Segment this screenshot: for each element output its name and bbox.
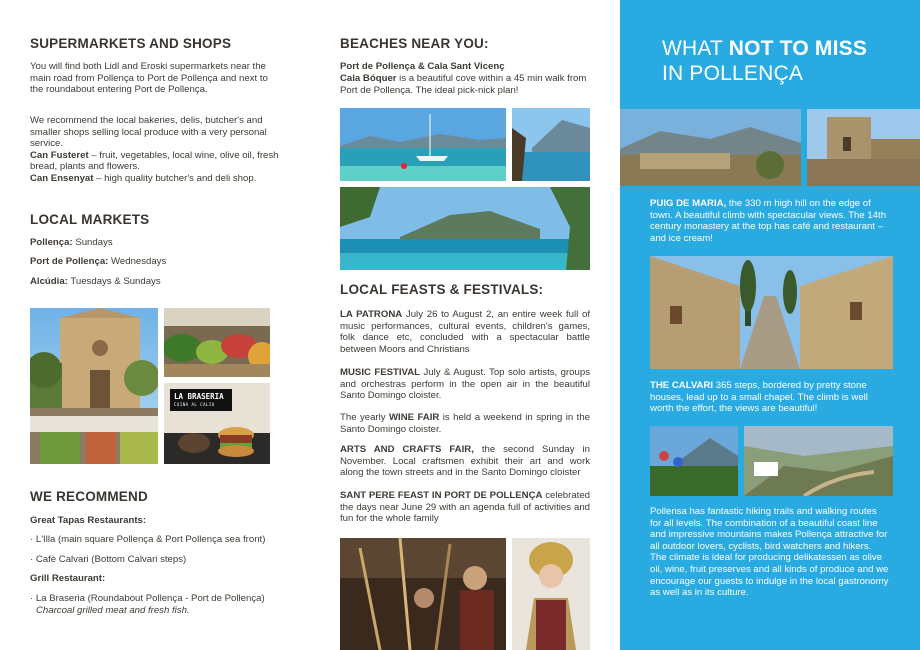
feast-la-patrona bbox=[340, 309, 590, 355]
grill-heading: Grill Restaurant: bbox=[30, 573, 106, 584]
place-name: THE CALVARI bbox=[650, 380, 714, 391]
beaches-heading: BEACHES NEAR YOU: bbox=[340, 36, 489, 51]
market-item bbox=[30, 237, 280, 249]
puig-de-maria-text bbox=[650, 198, 890, 244]
feast-prefix: The yearly bbox=[340, 412, 389, 423]
feast-sant-pere bbox=[340, 490, 590, 525]
beaches-text bbox=[340, 73, 590, 96]
we-recommend-heading: WE RECOMMEND bbox=[30, 489, 148, 504]
feast-description: July & August. Top solo artists, groups and orchestras perform in the open air in the beautiful Santo Domingo cloister. bbox=[340, 367, 590, 402]
market-town: Pollença: bbox=[30, 237, 73, 248]
market-item bbox=[30, 256, 280, 268]
feast-name: WINE FAIR bbox=[389, 412, 440, 423]
calvari-steps-photo bbox=[650, 256, 893, 369]
market-item bbox=[30, 276, 280, 288]
market-day: Wednesdays bbox=[108, 256, 167, 267]
feast-name: MUSIC FESTIVAL bbox=[340, 367, 421, 378]
beach-name: Cala Bóquer bbox=[340, 73, 397, 84]
title-prefix: WHAT bbox=[662, 37, 729, 60]
braseria-sign-subtitle: CUINA AL CALIU bbox=[174, 402, 215, 407]
title-line-2: IN POLLENÇA bbox=[662, 62, 804, 85]
puig-de-maria-view-photo bbox=[620, 109, 801, 186]
la-braseria-photo bbox=[164, 383, 270, 464]
market-day: Tuesdays & Sundays bbox=[67, 276, 161, 287]
not-to-miss-title bbox=[662, 36, 867, 86]
title-emphasis: NOT TO MISS bbox=[728, 37, 868, 60]
local-markets-heading: LOCAL MARKETS bbox=[30, 212, 150, 227]
braseria-sign-title: LA BRASERIA bbox=[174, 392, 224, 401]
feast-wine-fair bbox=[340, 412, 590, 435]
monastery-photo bbox=[807, 109, 920, 186]
feast-description: July 26 to August 2, an entire week full of music performances, cultural events, children's games, folk dance etc, concluded with a spectacular battle between Moors and Christians bbox=[340, 309, 590, 355]
feasts-heading: LOCAL FEASTS & FESTIVALS: bbox=[340, 282, 544, 297]
tapas-heading: Great Tapas Restaurants: bbox=[30, 515, 147, 526]
supermarkets-heading: SUPERMARKETS AND SHOPS bbox=[30, 36, 232, 51]
moors-christians-photo bbox=[340, 538, 506, 650]
hikers-photo bbox=[650, 426, 738, 496]
local-shops-intro: We recommend the local bakeries, delis, butcher's and smaller shops selling local produce with a very personal service. bbox=[30, 115, 267, 150]
supermarkets-text: You will find both Lidl and Eroski supermarkets near the main road from Pollença to Port de Pollença and next to the roundabout entering Port de Pollença. bbox=[30, 61, 268, 96]
place-description: 365 steps, bordered by pretty stone houses, lead up to a small chapel. The climb is well worth the effort, the views are beautiful! bbox=[650, 380, 868, 415]
feast-description: is held a weekend in spring in the Santo Domingo cloister. bbox=[340, 412, 590, 435]
restaurant-note: Charcoal grilled meat and fresh fish. bbox=[36, 605, 190, 616]
shop-name: Can Fusteret bbox=[30, 149, 89, 161]
feast-music-festival bbox=[340, 367, 590, 402]
feast-name: SANT PERE FEAST IN PORT DE POLLENÇA bbox=[340, 490, 543, 501]
feast-arts-crafts bbox=[340, 444, 590, 479]
feast-name: LA PATRONA bbox=[340, 309, 403, 320]
beaches-subtitle: Port de Pollença & Cala Sant Vicenç bbox=[340, 61, 505, 72]
column-not-to-miss bbox=[620, 0, 920, 650]
market-day: Sundays bbox=[72, 237, 113, 248]
mountain-trail-photo bbox=[744, 426, 893, 496]
restaurant-item: · La Braseria (Roundabout Pollença - Port de Pollença) bbox=[30, 593, 265, 604]
market-town: Port de Pollença: bbox=[30, 256, 109, 267]
local-shops-text bbox=[30, 115, 280, 185]
shop-description: – fruit, vegetables, local wine, olive oil, fresh bread, plants and flowers. bbox=[30, 149, 279, 173]
vegetable-stall-photo bbox=[164, 308, 270, 377]
calvari-text bbox=[650, 380, 890, 415]
market-square-photo bbox=[30, 308, 158, 464]
cala-boquer-photo bbox=[340, 187, 590, 270]
feast-name: ARTS AND CRAFTS FAIR, bbox=[340, 444, 474, 455]
place-name: PUIG DE MARIA, bbox=[650, 198, 727, 209]
shop-name: Can Ensenyat bbox=[30, 172, 94, 184]
feast-description: celebrated the days near June 29 with an agenda full of activities and fun for the whole family bbox=[340, 490, 590, 525]
shop-description: – high quality butcher's and deli shop. bbox=[93, 172, 257, 184]
folk-costume-photo bbox=[512, 538, 590, 650]
beach-description: is a beautiful cove within a 45 min walk from Port de Pollença. The ideal pick-nick plan! bbox=[340, 73, 587, 96]
hiking-text: Pollensa has fantastic hiking trails and walking routes for all levels. The combination of a beautiful coast line and impressive mountains makes Pollença attractive for all outdoor lovers, cyclists, bird watchers and hikers. The climate is ideal for producing delikatessen as olive oil, wine, fruit preserves and all kinds of produce and we encourage our guests to indulge in the local gastronomy as well as in its culture. bbox=[650, 506, 889, 599]
cala-sant-vicenc-photo bbox=[512, 108, 590, 181]
feast-description: the second Sunday in November. Local craftsmen exhibit their art and work along the town streets and in the Santo Domingo cloister bbox=[340, 444, 590, 479]
market-town: Alcúdia: bbox=[30, 276, 68, 287]
restaurant-item: · Cafè Calvari (Bottom Calvari steps) bbox=[30, 554, 187, 565]
restaurant-item: · L'Illa (main square Pollença & Port Pollença sea front) bbox=[30, 534, 266, 545]
place-description: the 330 m high hill on the edge of town. A beautiful climb with spectacular views. The 14th century monastery at the top has café and restaurant – and ice cream! bbox=[650, 198, 887, 244]
port-de-pollenca-photo bbox=[340, 108, 506, 181]
